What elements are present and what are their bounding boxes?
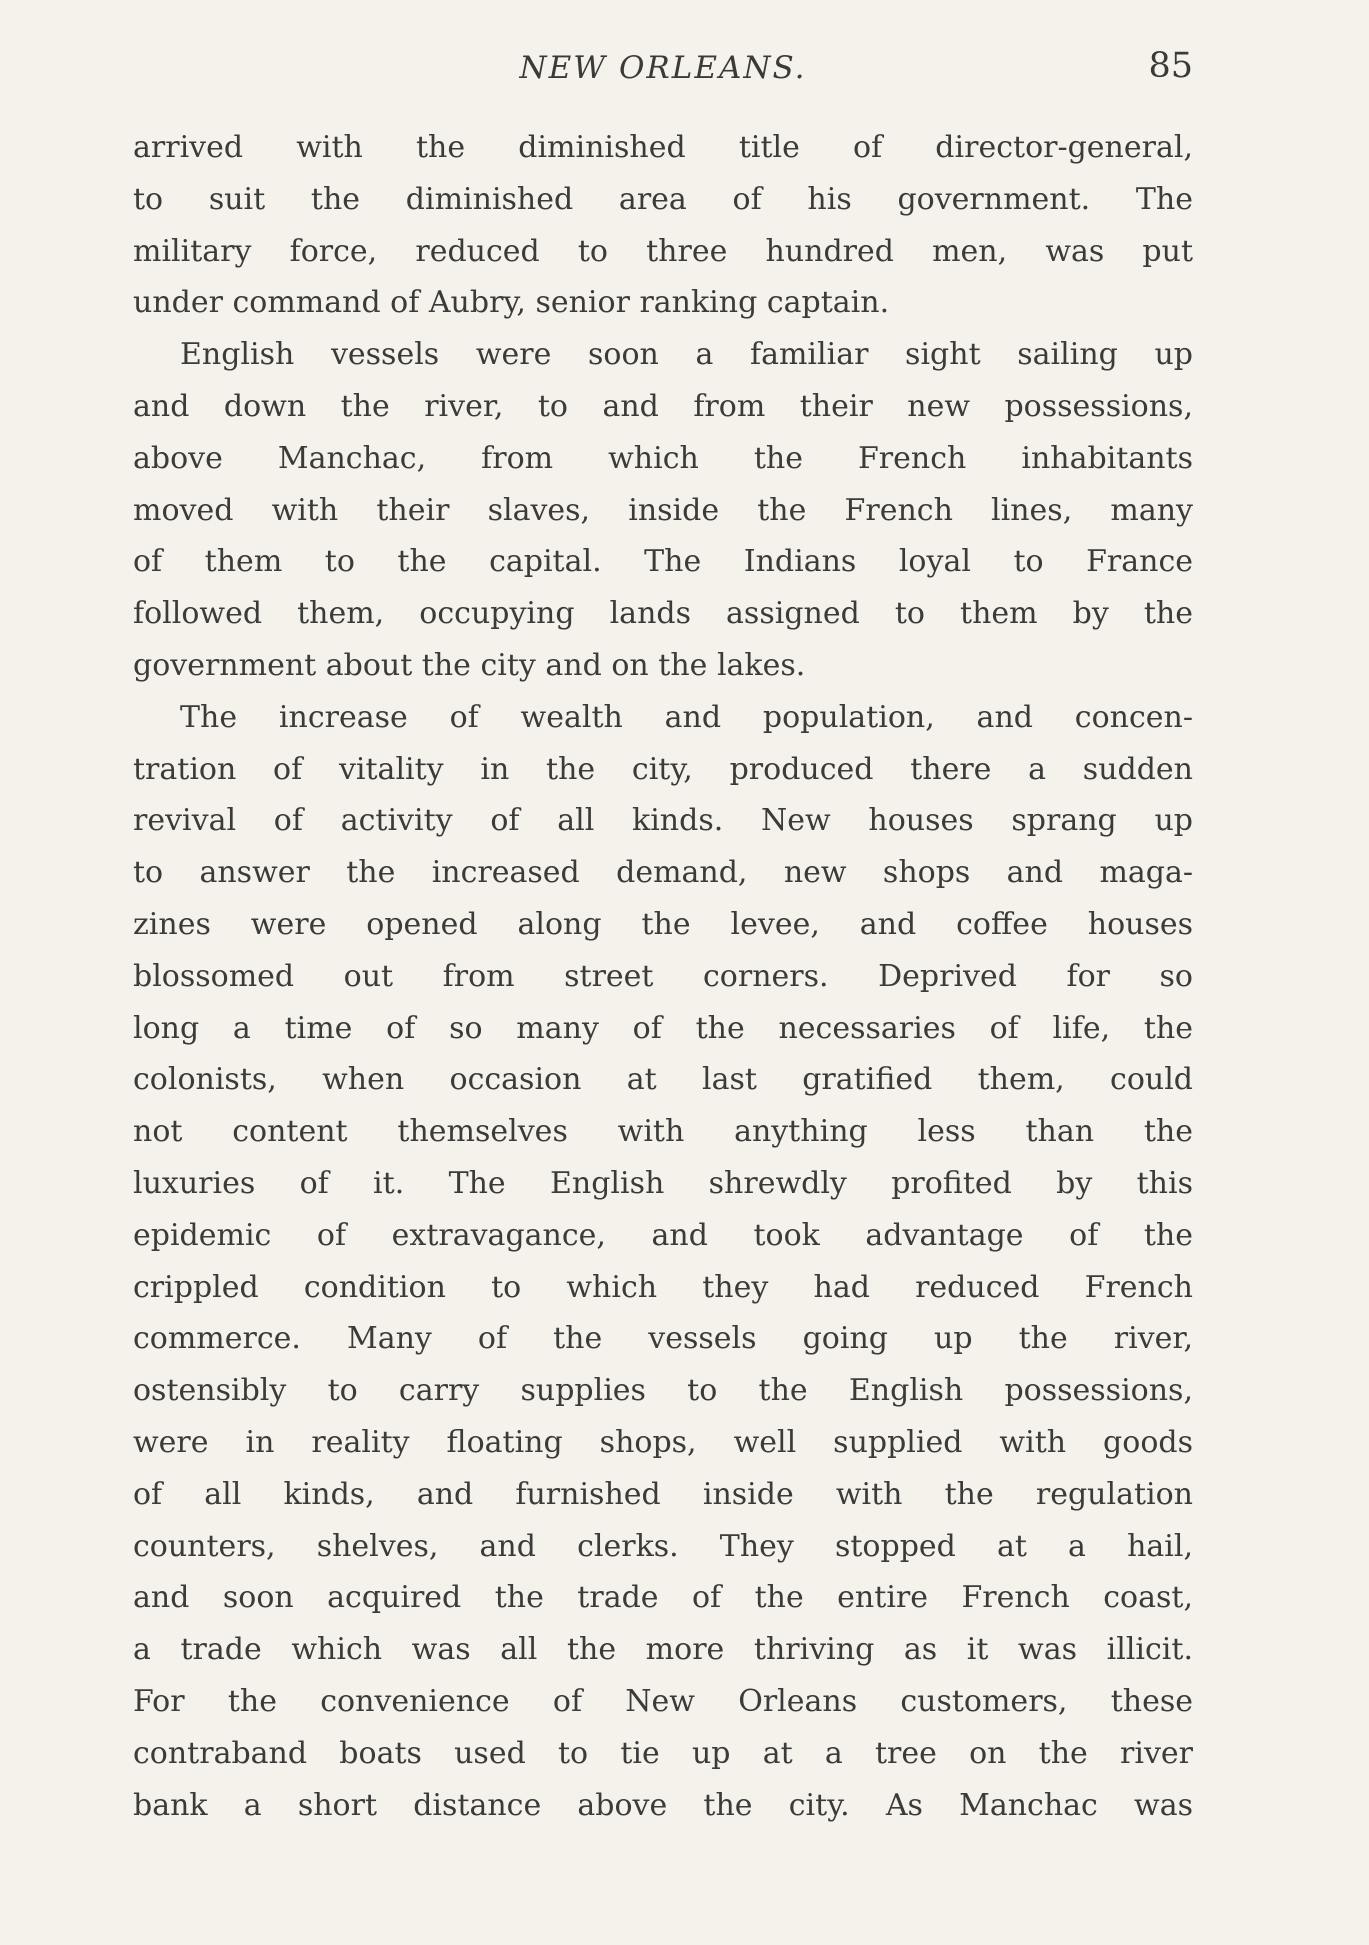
text-line: long a time of so many of the necessaries of life, the <box>133 1010 1193 1046</box>
text-line: contraband boats used to tie up at a tree on the river <box>133 1735 1193 1771</box>
text-line: to suit the diminished area of his government. The <box>133 181 1193 217</box>
text-line: luxuries of it. The English shrewdly profited by this <box>133 1165 1193 1201</box>
text-line: to answer the increased demand, new shops and maga- <box>133 855 1193 891</box>
text-line: colonists, when occasion at last gratified them, could <box>133 1062 1193 1098</box>
text-line: above Manchac, from which the French inhabitants <box>133 440 1193 476</box>
body-text <box>133 122 1193 1831</box>
text-line: commerce. Many of the vessels going up the river, <box>133 1321 1193 1357</box>
text-line: counters, shelves, and clerks. They stopped at a hail, <box>133 1528 1193 1564</box>
text-line: government about the city and on the lakes. <box>133 647 806 683</box>
text-line: English vessels were soon a familiar sight sailing up <box>180 337 1193 373</box>
text-line: of all kinds, and furnished inside with the regulation <box>133 1476 1193 1512</box>
text-line: ostensibly to carry supplies to the English possessions, <box>133 1373 1193 1409</box>
text-line: military force, reduced to three hundred men, was put <box>133 233 1193 269</box>
text-line: blossomed out from street corners. Deprived for so <box>133 958 1193 994</box>
text-line: arrived with the diminished title of director-general, <box>133 130 1193 165</box>
text-line: a trade which was all the more thriving as it was illicit. <box>133 1632 1193 1668</box>
running-title: NEW ORLEANS. <box>519 50 807 86</box>
text-line: were in reality floating shops, well supplied with goods <box>133 1424 1193 1460</box>
text-line: crippled condition to which they had reduced French <box>133 1269 1193 1305</box>
text-line: revival of activity of all kinds. New houses sprang up <box>133 803 1193 839</box>
text-line: For the convenience of New Orleans customers, these <box>133 1683 1193 1719</box>
text-line: not content themselves with anything less than the <box>133 1114 1193 1150</box>
text-line: zines were opened along the levee, and coffee houses <box>133 906 1193 942</box>
text-line: of them to the capital. The Indians loyal to France <box>133 544 1193 580</box>
text-line: and soon acquired the trade of the entire French coast, <box>133 1580 1193 1616</box>
text-line: epidemic of extravagance, and took advantage of the <box>133 1217 1193 1253</box>
page-number: 85 <box>1148 46 1193 86</box>
text-line: and down the river, to and from their new possessions, <box>133 388 1193 424</box>
text-line: tration of vitality in the city, produced there a sudden <box>133 751 1193 787</box>
text-line: bank a short distance above the city. As Manchac was <box>133 1787 1193 1823</box>
text-line: followed them, occupying lands assigned to them by the <box>133 596 1193 632</box>
running-head <box>133 44 1193 94</box>
text-line: moved with their slaves, inside the French lines, many <box>133 492 1193 528</box>
text-line: The increase of wealth and population, and concen- <box>180 699 1193 735</box>
text-line: under command of Aubry, senior ranking captain. <box>133 285 890 321</box>
